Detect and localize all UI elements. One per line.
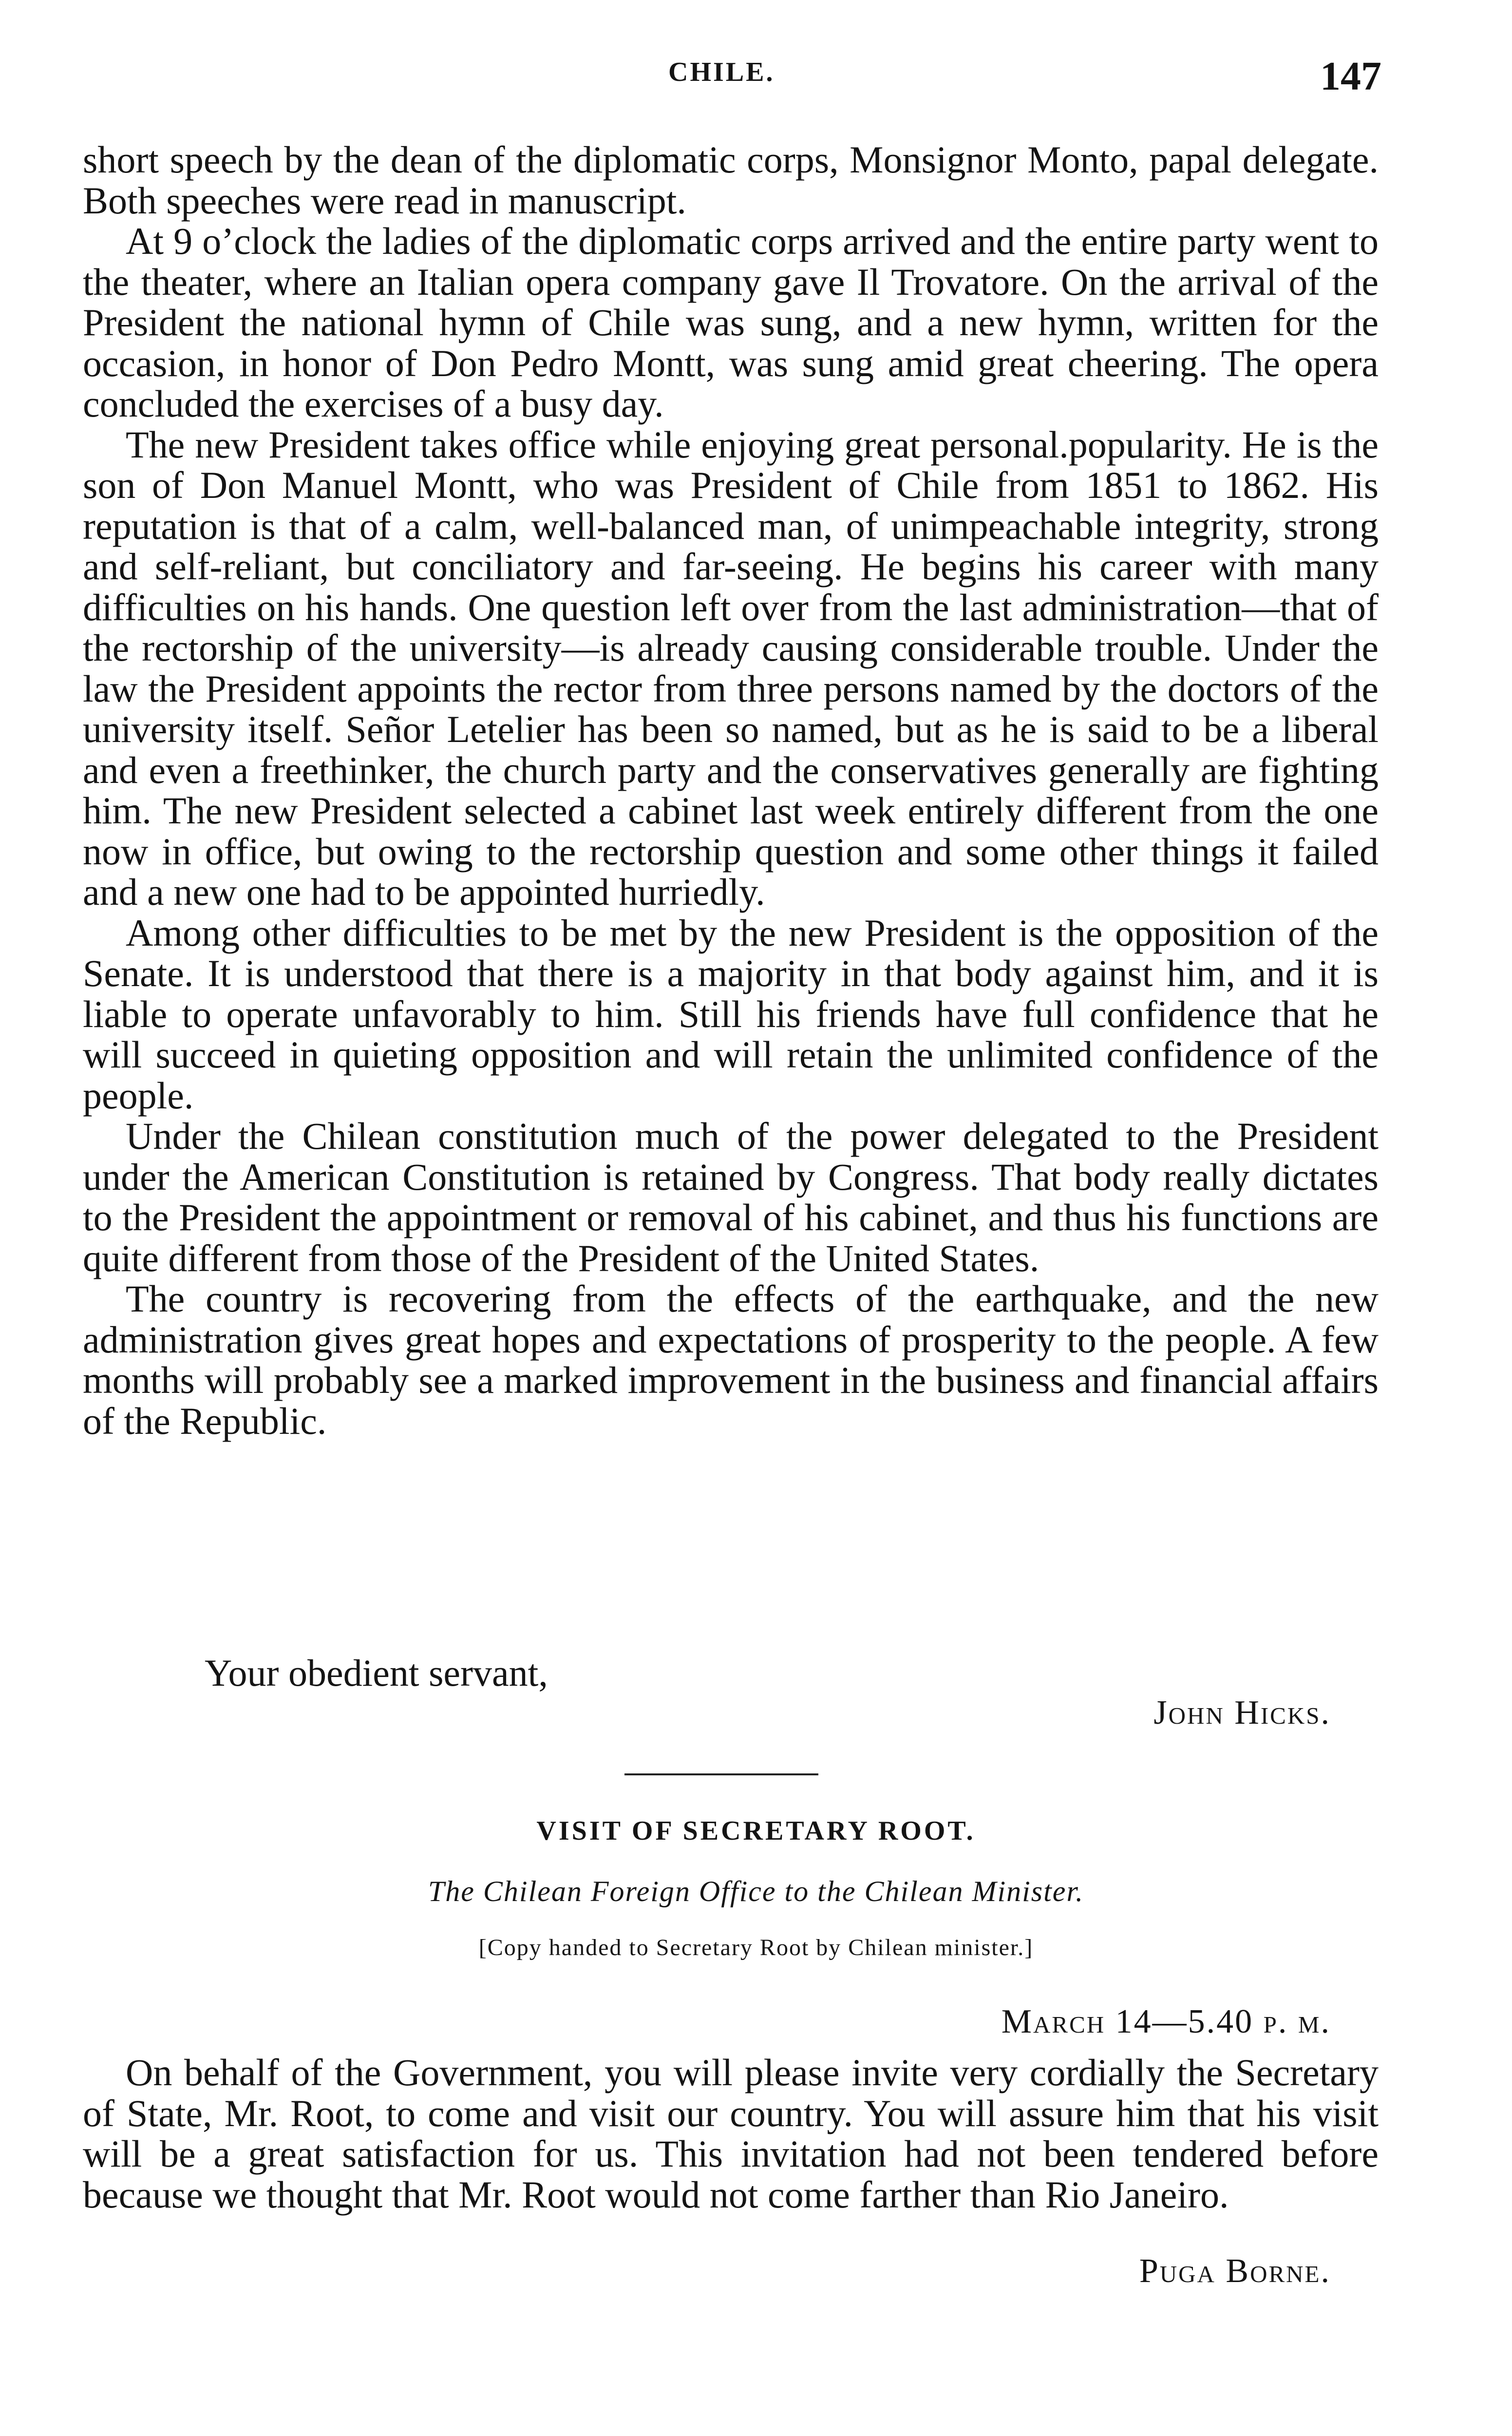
signature-puga-borne: Puga Borne. [1139,2252,1331,2290]
copy-note: [Copy handed to Secretary Root by Chilean minister.] [478,1935,1034,1960]
dateline: March 14—5.40 p. m. [1001,2003,1331,2040]
letter-closing: Your obedient servant, [205,1652,548,1694]
telegram-message: On behalf of the Government, you will please invite very cordially the Secretary of State, Mr. Root, to come and visit our country. You will assure him that his visit will be a great satisfaction for us. This invitation had not been tendered before because we thought that Mr. Root would not come farther than Rio Janeiro. [83,2051,1379,2216]
paragraph-constitution: Under the Chilean constitution much of the power delegated to the President under the American Constitution is retained by Congress. That body really dictates to the President the appointment or removal of his cabinet, and thus his functions are quite different from those of the President of the United States. [83,1115,1379,1279]
paragraph-senate-opposition: Among other difficulties to be met by the new President is the opposition of the Senate. It is understood that there is a majority in that body against him, and it is liable to operate unfavorably to him. Still his friends have full confidence that he will succeed in quieting opposition and will retain the unlimited confidence of the people. [83,911,1379,1117]
paragraph-speech-continuation: short speech by the dean of the diplomatic corps, Monsignor Monto, papal delegate. Both speeches were read in manuscript. [83,138,1379,222]
signature-john-hicks: John Hicks. [1153,1694,1331,1732]
paragraph-opera: At 9 o’clock the ladies of the diplomatic corps arrived and the entire party went to the theater, where an Italian opera company gave Il Trovatore. On the arrival of the President the national hymn of Chile was sung, and a new hymn, written for the occasion, in honor of Don Pedro Montt, was sung amid great cheering. The opera concluded the exercises of a busy day. [83,220,1379,425]
running-title: CHILE. [668,57,775,87]
paragraph-earthquake-recovery: The country is recovering from the effects of the earthquake, and the new administration gives great hopes and expectations of prosperity to the people. A few months will probably see a marked improvement in the business and financial affairs of the Republic. [83,1277,1379,1442]
page-number: 147 [1320,54,1381,99]
section-heading: VISIT OF SECRETARY ROOT. [536,1816,976,1846]
section-subheading: The Chilean Foreign Office to the Chilean Minister. [428,1875,1084,1907]
letter-body [83,139,1379,1441]
running-head [0,53,1512,101]
section-divider [624,1773,818,1775]
paragraph-new-president: The new President takes office while enjoying great personal.popularity. He is the son of Don Manuel Montt, who was President of Chile from 1851 to 1862. His reputation is that of a calm, well-balanced man, of unimpeachable integrity, strong and self-reliant, but conciliatory and far-seeing. He begins his career with many difficulties on his hands. One question left over from the last administration—that of the rectorship of the university—is already causing considerable trouble. Under the law the President appoints the rector from three persons named by the doctors of the university itself. Señor Letelier has been so named, but as he is said to be a liberal and even a freethinker, the church party and the conservatives generally are fighting him. The new President selected a cabinet last week entirely different from the one now in office, but owing to the rectorship question and some other things it failed and a new one had to be appointed hurriedly. [83,423,1379,913]
telegram-body [83,2052,1379,2215]
